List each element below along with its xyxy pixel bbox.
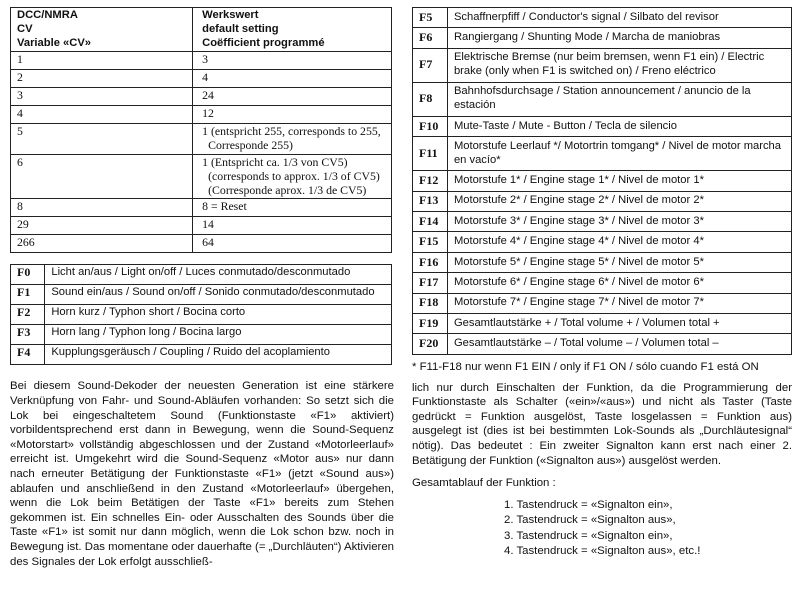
table-row xyxy=(11,154,392,198)
function-key: F7 xyxy=(413,48,448,82)
cv-number: 3 xyxy=(11,88,193,106)
table-row xyxy=(11,52,392,70)
cv-number: 5 xyxy=(11,124,193,155)
table-row xyxy=(11,124,392,155)
function-label: Gesamtlautstärke + / Total volume + / Volumen total + xyxy=(447,313,791,333)
table-row xyxy=(413,232,792,252)
table-row xyxy=(11,106,392,124)
footnote: * F11-F18 nur wenn F1 EIN / only if F1 ON / sólo cuando F1 está ON xyxy=(412,360,759,373)
cv-header-left: DCC/NMRA CV Variable «CV» xyxy=(11,8,193,52)
function-label: Elektrische Bremse (nur beim bremsen, wenn F1 ein) / Electric brake (only when F1 is switched on) / Freno eléctrico xyxy=(447,48,791,82)
cv-value: 8 = Reset xyxy=(193,199,392,217)
table-row xyxy=(11,285,392,305)
function-label: Licht an/aus / Light on/off / Luces conmutado/desconmutado xyxy=(45,265,392,285)
cv-value: 4 xyxy=(193,70,392,88)
table-row xyxy=(11,88,392,106)
function-table-right xyxy=(412,7,792,355)
function-key: F2 xyxy=(11,305,45,325)
cv-number: 266 xyxy=(11,235,193,253)
right-column xyxy=(412,7,792,560)
cv-table-header xyxy=(11,8,392,52)
function-label: Motorstufe 6* / Engine stage 6* / Nivel de motor 6* xyxy=(447,273,791,293)
function-key: F13 xyxy=(413,191,448,211)
sequence-title: Gesamtablauf der Funktion : xyxy=(412,477,556,490)
cv-value: 24 xyxy=(193,88,392,106)
function-label: Horn lang / Typhon long / Bocina largo xyxy=(45,325,392,345)
table-row xyxy=(11,235,392,253)
function-label: Motorstufe 7* / Engine stage 7* / Nivel de motor 7* xyxy=(447,293,791,313)
function-table-left xyxy=(10,264,392,365)
body-paragraph-right: lich nur durch Einschalten der Funktion, da die Programmierung der Funktionstaste als Schalter («ein»/«aus») und nicht als Taster (Taste gedrückt = Funktion ausgelöst, Taste losgelassen = Funktion aus) ausgelegt ist (dies ist bei bestimmten Lok-Sounds als „Durchläutesignal“ nötig). Das bedeutet : Ein zweiter Signalton kann erst nach einer 2. Betätigung der Funktion («Signalton aus») ausgelöst werden. xyxy=(412,381,792,467)
function-key: F8 xyxy=(413,82,448,116)
function-label: Motorstufe 4* / Engine stage 4* / Nivel de motor 4* xyxy=(447,232,791,252)
cv-number: 8 xyxy=(11,199,193,217)
function-key: F16 xyxy=(413,252,448,272)
cv-number: 6 xyxy=(11,154,193,198)
table-row xyxy=(413,293,792,313)
table-row xyxy=(413,191,792,211)
body-paragraph-left: Bei diesem Sound-Dekoder der neuesten Generation ist eine stärkere Verknüpfung von Fahr- und Sound-Abläufen vorhanden: So setzt sich die Lok bei eingeschaltetem Sound (Funktionstaste «F1» aktiviert) vorbildentsprechend erst dann in Bewegung, wenn die Sound-Sequenz «Motorstart» vollständig abgeschlossen und der Zustand «Motorleerlauf» erreicht ist. Umgekehrt wird die Sound-Sequenz «Motor aus» nur dann nach erneuter Betätigung der Funktionstaste «F1» (jetzt «Sound aus») ablaufen und anschließend in den Zustand «Motorleerlauf» übergehen, wenn die Lok beim Betätigen der Taste «F1» bereits zum Stehen gekommen ist. Ein schnelles Ein- oder Ausschalten des Sounds über die Taste «F1» ist somit nur dann möglich, wenn die Lok schon bzw. noch in Bewegung ist. Das momentane oder dauerhafte (= „Durchläuten“) Aktivieren des Signales der Lok erfolgt ausschließ- xyxy=(10,380,395,568)
cv-number: 1 xyxy=(11,52,193,70)
list-item: 1. Tastendruck = «Signalton ein», xyxy=(504,498,673,511)
sequence-list xyxy=(412,498,792,560)
table-row xyxy=(413,252,792,272)
cv-number: 2 xyxy=(11,70,193,88)
function-key: F11 xyxy=(413,137,448,171)
cv-value: 1 (entspricht 255, corresponds to 255, Corresponde 255) xyxy=(193,124,392,155)
table-row xyxy=(11,199,392,217)
function-label: Kupplungsgeräusch / Coupling / Ruido del acoplamiento xyxy=(45,345,392,365)
cv-value: 1 (Entspricht ca. 1/3 von CV5) (corresponds to approx. 1/3 of CV5) (Corresponde aprox. 1/3 de CV5) xyxy=(193,154,392,198)
cv-value: 12 xyxy=(193,106,392,124)
table-row xyxy=(413,171,792,191)
function-key: F12 xyxy=(413,171,448,191)
table-row xyxy=(413,313,792,333)
function-key: F0 xyxy=(11,265,45,285)
table-row xyxy=(413,211,792,231)
cv-table xyxy=(10,7,392,253)
table-row xyxy=(413,82,792,116)
table-row xyxy=(413,137,792,171)
function-label: Bahnhofsdurchsage / Station announcement / anuncio de la estación xyxy=(447,82,791,116)
table-row xyxy=(11,305,392,325)
table-row xyxy=(11,265,392,285)
function-key: F4 xyxy=(11,345,45,365)
function-label: Motorstufe 2* / Engine stage 2* / Nivel de motor 2* xyxy=(447,191,791,211)
function-key: F14 xyxy=(413,211,448,231)
table-row xyxy=(11,70,392,88)
function-key: F20 xyxy=(413,334,448,354)
function-label: Mute-Taste / Mute - Button / Tecla de silencio xyxy=(447,116,791,136)
list-item: 3. Tastendruck = «Signalton ein», xyxy=(504,529,673,542)
function-label: Schaffnerpfiff / Conductor's signal / Silbato del revisor xyxy=(447,8,791,28)
function-key: F18 xyxy=(413,293,448,313)
function-key: F1 xyxy=(11,285,45,305)
function-key: F17 xyxy=(413,273,448,293)
cv-header-right: Werkswert default setting Coëfficient programmé xyxy=(193,8,392,52)
function-label: Horn kurz / Typhon short / Bocina corto xyxy=(45,305,392,325)
cv-number: 4 xyxy=(11,106,193,124)
function-key: F10 xyxy=(413,116,448,136)
function-label: Gesamtlautstärke – / Total volume – / Volumen total – xyxy=(447,334,791,354)
function-label: Sound ein/aus / Sound on/off / Sonido conmutado/desconmutado xyxy=(45,285,392,305)
function-key: F15 xyxy=(413,232,448,252)
function-label: Motorstufe 1* / Engine stage 1* / Nivel de motor 1* xyxy=(447,171,791,191)
table-row xyxy=(413,334,792,354)
function-key: F5 xyxy=(413,8,448,28)
function-label: Motorstufe Leerlauf */ Motortrin tomgang* / Nivel de motor marcha en vacío* xyxy=(447,137,791,171)
function-label: Rangiergang / Shunting Mode / Marcha de maniobras xyxy=(447,28,791,48)
cv-value: 14 xyxy=(193,217,392,235)
table-row xyxy=(11,345,392,365)
list-item: 2. Tastendruck = «Signalton aus», xyxy=(504,514,676,527)
table-row xyxy=(11,217,392,235)
function-key: F6 xyxy=(413,28,448,48)
table-row xyxy=(413,273,792,293)
function-label: Motorstufe 3* / Engine stage 3* / Nivel de motor 3* xyxy=(447,211,791,231)
table-row xyxy=(413,116,792,136)
list-item: 4. Tastendruck = «Signalton aus», etc.! xyxy=(504,545,701,558)
table-row xyxy=(413,28,792,48)
cv-value: 3 xyxy=(193,52,392,70)
cv-number: 29 xyxy=(11,217,193,235)
function-key: F3 xyxy=(11,325,45,345)
table-row xyxy=(11,325,392,345)
function-key: F19 xyxy=(413,313,448,333)
left-column xyxy=(10,7,395,569)
table-row xyxy=(413,48,792,82)
cv-value: 64 xyxy=(193,235,392,253)
table-row xyxy=(413,8,792,28)
function-label: Motorstufe 5* / Engine stage 5* / Nivel de motor 5* xyxy=(447,252,791,272)
